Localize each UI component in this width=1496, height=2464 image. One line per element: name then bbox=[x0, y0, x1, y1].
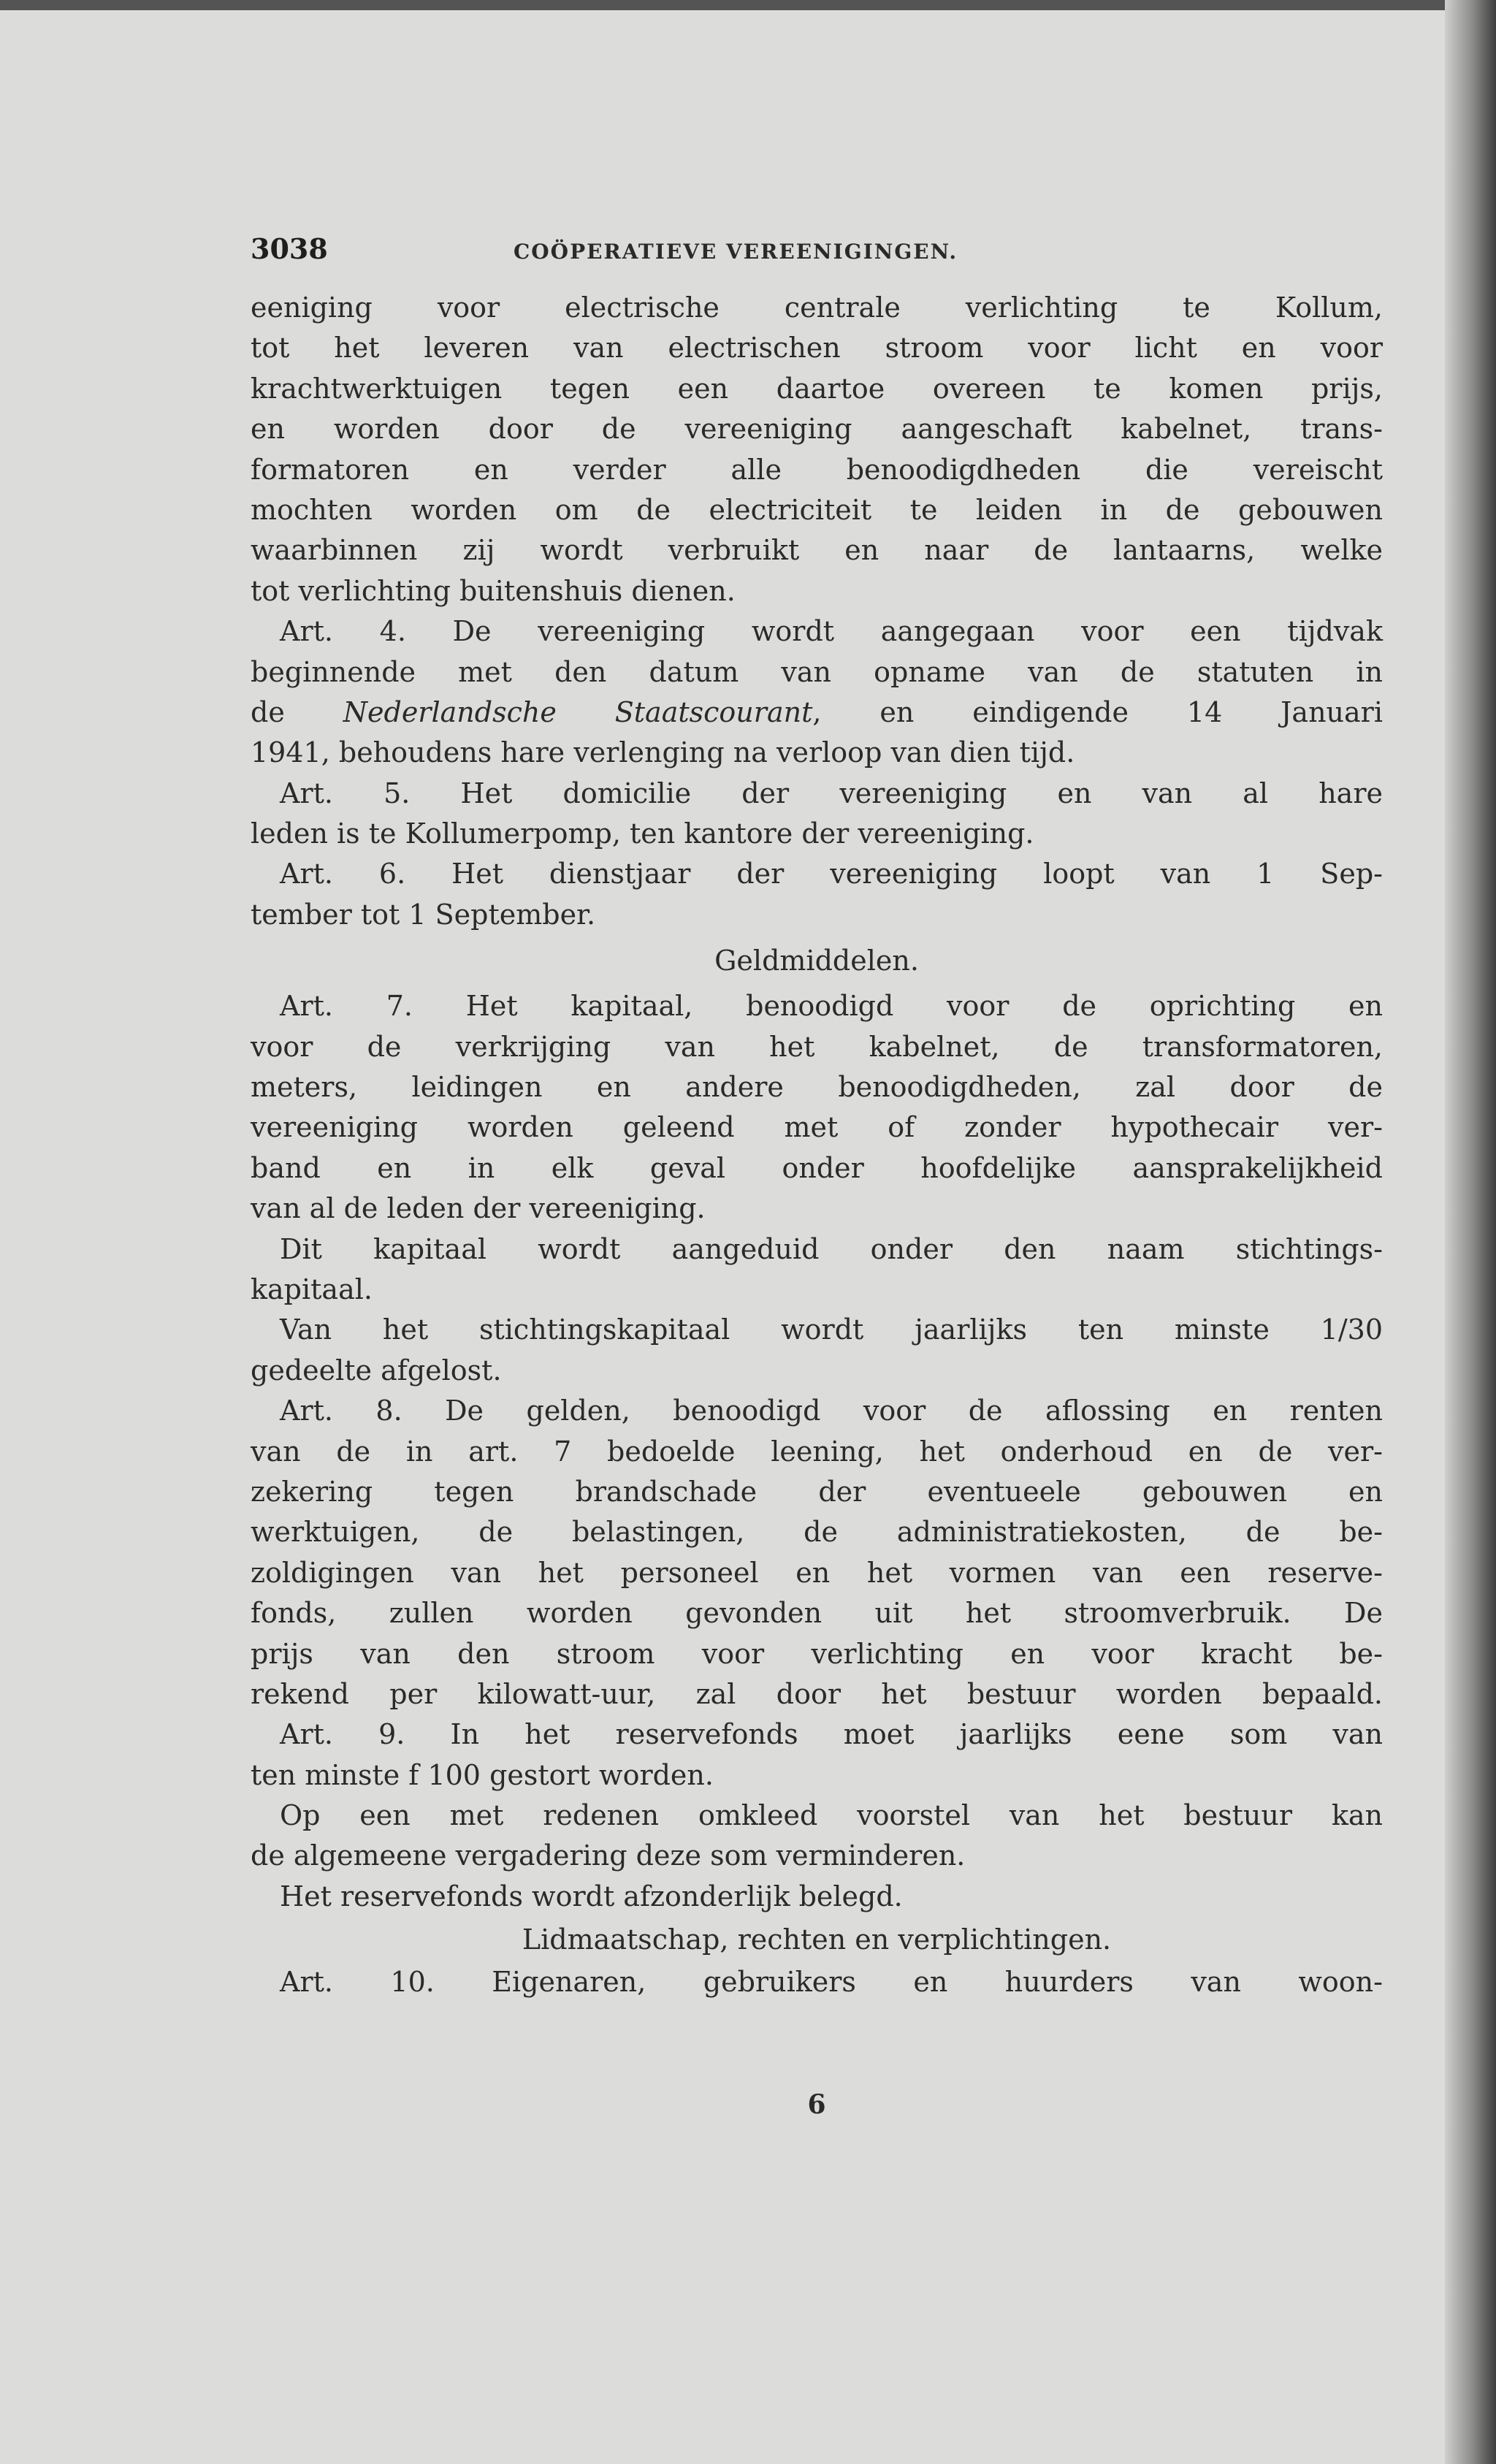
article-9-line: Art. 9. In het reservefonds moet jaarlijks eene som van bbox=[280, 1718, 1383, 1751]
article-10-line: Art. 10. Eigenaren, gebruikers en huurders van woon- bbox=[280, 1966, 1383, 1999]
text-block bbox=[251, 232, 1383, 2003]
text-line: en worden door de vereeniging aangeschaft kabelnet, trans- bbox=[251, 413, 1383, 446]
text-line: tot het leveren van electrischen stroom voor licht en voor bbox=[251, 332, 1383, 365]
text-line: zoldigingen van het personeel en het vormen van een reserve- bbox=[251, 1556, 1383, 1589]
article-4-line: Art. 4. De vereeniging wordt aangegaan voor een tijdvak bbox=[280, 615, 1383, 648]
signature-mark: 6 bbox=[807, 2089, 826, 2120]
text-line: meters, leidingen en andere benoodigdheden, zal door de bbox=[251, 1071, 1383, 1104]
text-line: werktuigen, de belastingen, de administratiekosten, de be- bbox=[251, 1516, 1383, 1549]
text-line: 1941, behoudens hare verlenging na verloop van dien tijd. bbox=[251, 736, 1075, 769]
text-line: Het reservefonds wordt afzonderlijk belegd. bbox=[280, 1880, 903, 1912]
text-line: waarbinnen zij wordt verbruikt en naar de lantaarns, welke bbox=[251, 534, 1383, 567]
page-number: 3038 bbox=[251, 232, 328, 265]
text-line: band en in elk geval onder hoofdelijke aansprakelijkheid bbox=[251, 1151, 1383, 1184]
text-line-staatscourant: de Nederlandsche Staatscourant, en eindigende 14 Januari bbox=[251, 695, 1383, 728]
text-line: rekend per kilowatt-uur, zal door het bestuur worden bepaald. bbox=[251, 1677, 1383, 1710]
text-line: leden is te Kollumerpomp, ten kantore der vereeniging. bbox=[251, 817, 1034, 850]
section-heading-geldmiddelen: Geldmiddelen. bbox=[714, 945, 919, 977]
text-line: tot verlichting buitenshuis dienen. bbox=[251, 574, 736, 607]
text-line: tember tot 1 September. bbox=[251, 898, 596, 931]
running-title: COÖPERATIEVE VEREENIGINGEN. bbox=[514, 240, 958, 264]
text-line: krachtwerktuigen tegen een daartoe overeen te komen prijs, bbox=[251, 372, 1383, 405]
article-5-line: Art. 5. Het domicilie der vereeniging en van al hare bbox=[280, 777, 1383, 809]
text-line: Op een met redenen omkleed voorstel van het bestuur kan bbox=[280, 1799, 1383, 1832]
text-line: van al de leden der vereeniging. bbox=[251, 1192, 706, 1225]
article-7-line: Art. 7. Het kapitaal, benoodigd voor de oprichting en bbox=[280, 990, 1383, 1023]
text-line: fonds, zullen worden gevonden uit het stroomverbruik. De bbox=[251, 1597, 1383, 1630]
section-heading-lidmaatschap: Lidmaatschap, rechten en verplichtingen. bbox=[522, 1923, 1112, 1956]
text-line: Dit kapitaal wordt aangeduid onder den naam stichtings- bbox=[280, 1232, 1383, 1265]
page-right-edge-shadow bbox=[1445, 0, 1496, 2464]
text-line: prijs van den stroom voor verlichting en voor kracht be- bbox=[251, 1637, 1383, 1670]
text-line: formatoren en verder alle benoodigdheden die vereischt bbox=[251, 453, 1383, 486]
text-line: kapitaal. bbox=[251, 1273, 373, 1305]
text-line: voor de verkrijging van het kabelnet, de transformatoren, bbox=[251, 1030, 1383, 1063]
text-line: de algemeene vergadering deze som verminderen. bbox=[251, 1839, 966, 1872]
text-line: mochten worden om de electriciteit te leiden in de gebouwen bbox=[251, 493, 1383, 526]
text-line: zekering tegen brandschade der eventueele gebouwen en bbox=[251, 1475, 1383, 1508]
text-line: beginnende met den datum van opname van de statuten in bbox=[251, 655, 1383, 688]
text-line: ten minste f 100 gestort worden. bbox=[251, 1758, 714, 1791]
text-line: eeniging voor electrische centrale verlichting te Kollum, bbox=[251, 291, 1383, 324]
page-top-edge bbox=[0, 0, 1496, 10]
article-6-line: Art. 6. Het dienstjaar der vereeniging loopt van 1 Sep- bbox=[280, 858, 1383, 890]
text-line: van de in art. 7 bedoelde leening, het onderhoud en de ver- bbox=[251, 1435, 1383, 1468]
article-8-line: Art. 8. De gelden, benoodigd voor de aflossing en renten bbox=[280, 1395, 1383, 1427]
text-line: Van het stichtingskapitaal wordt jaarlijks ten minste 1/30 bbox=[280, 1313, 1383, 1346]
text-line: gedeelte afgelost. bbox=[251, 1354, 502, 1387]
text-line: vereeniging worden geleend met of zonder hypothecair ver- bbox=[251, 1111, 1383, 1144]
running-head bbox=[251, 232, 1383, 283]
